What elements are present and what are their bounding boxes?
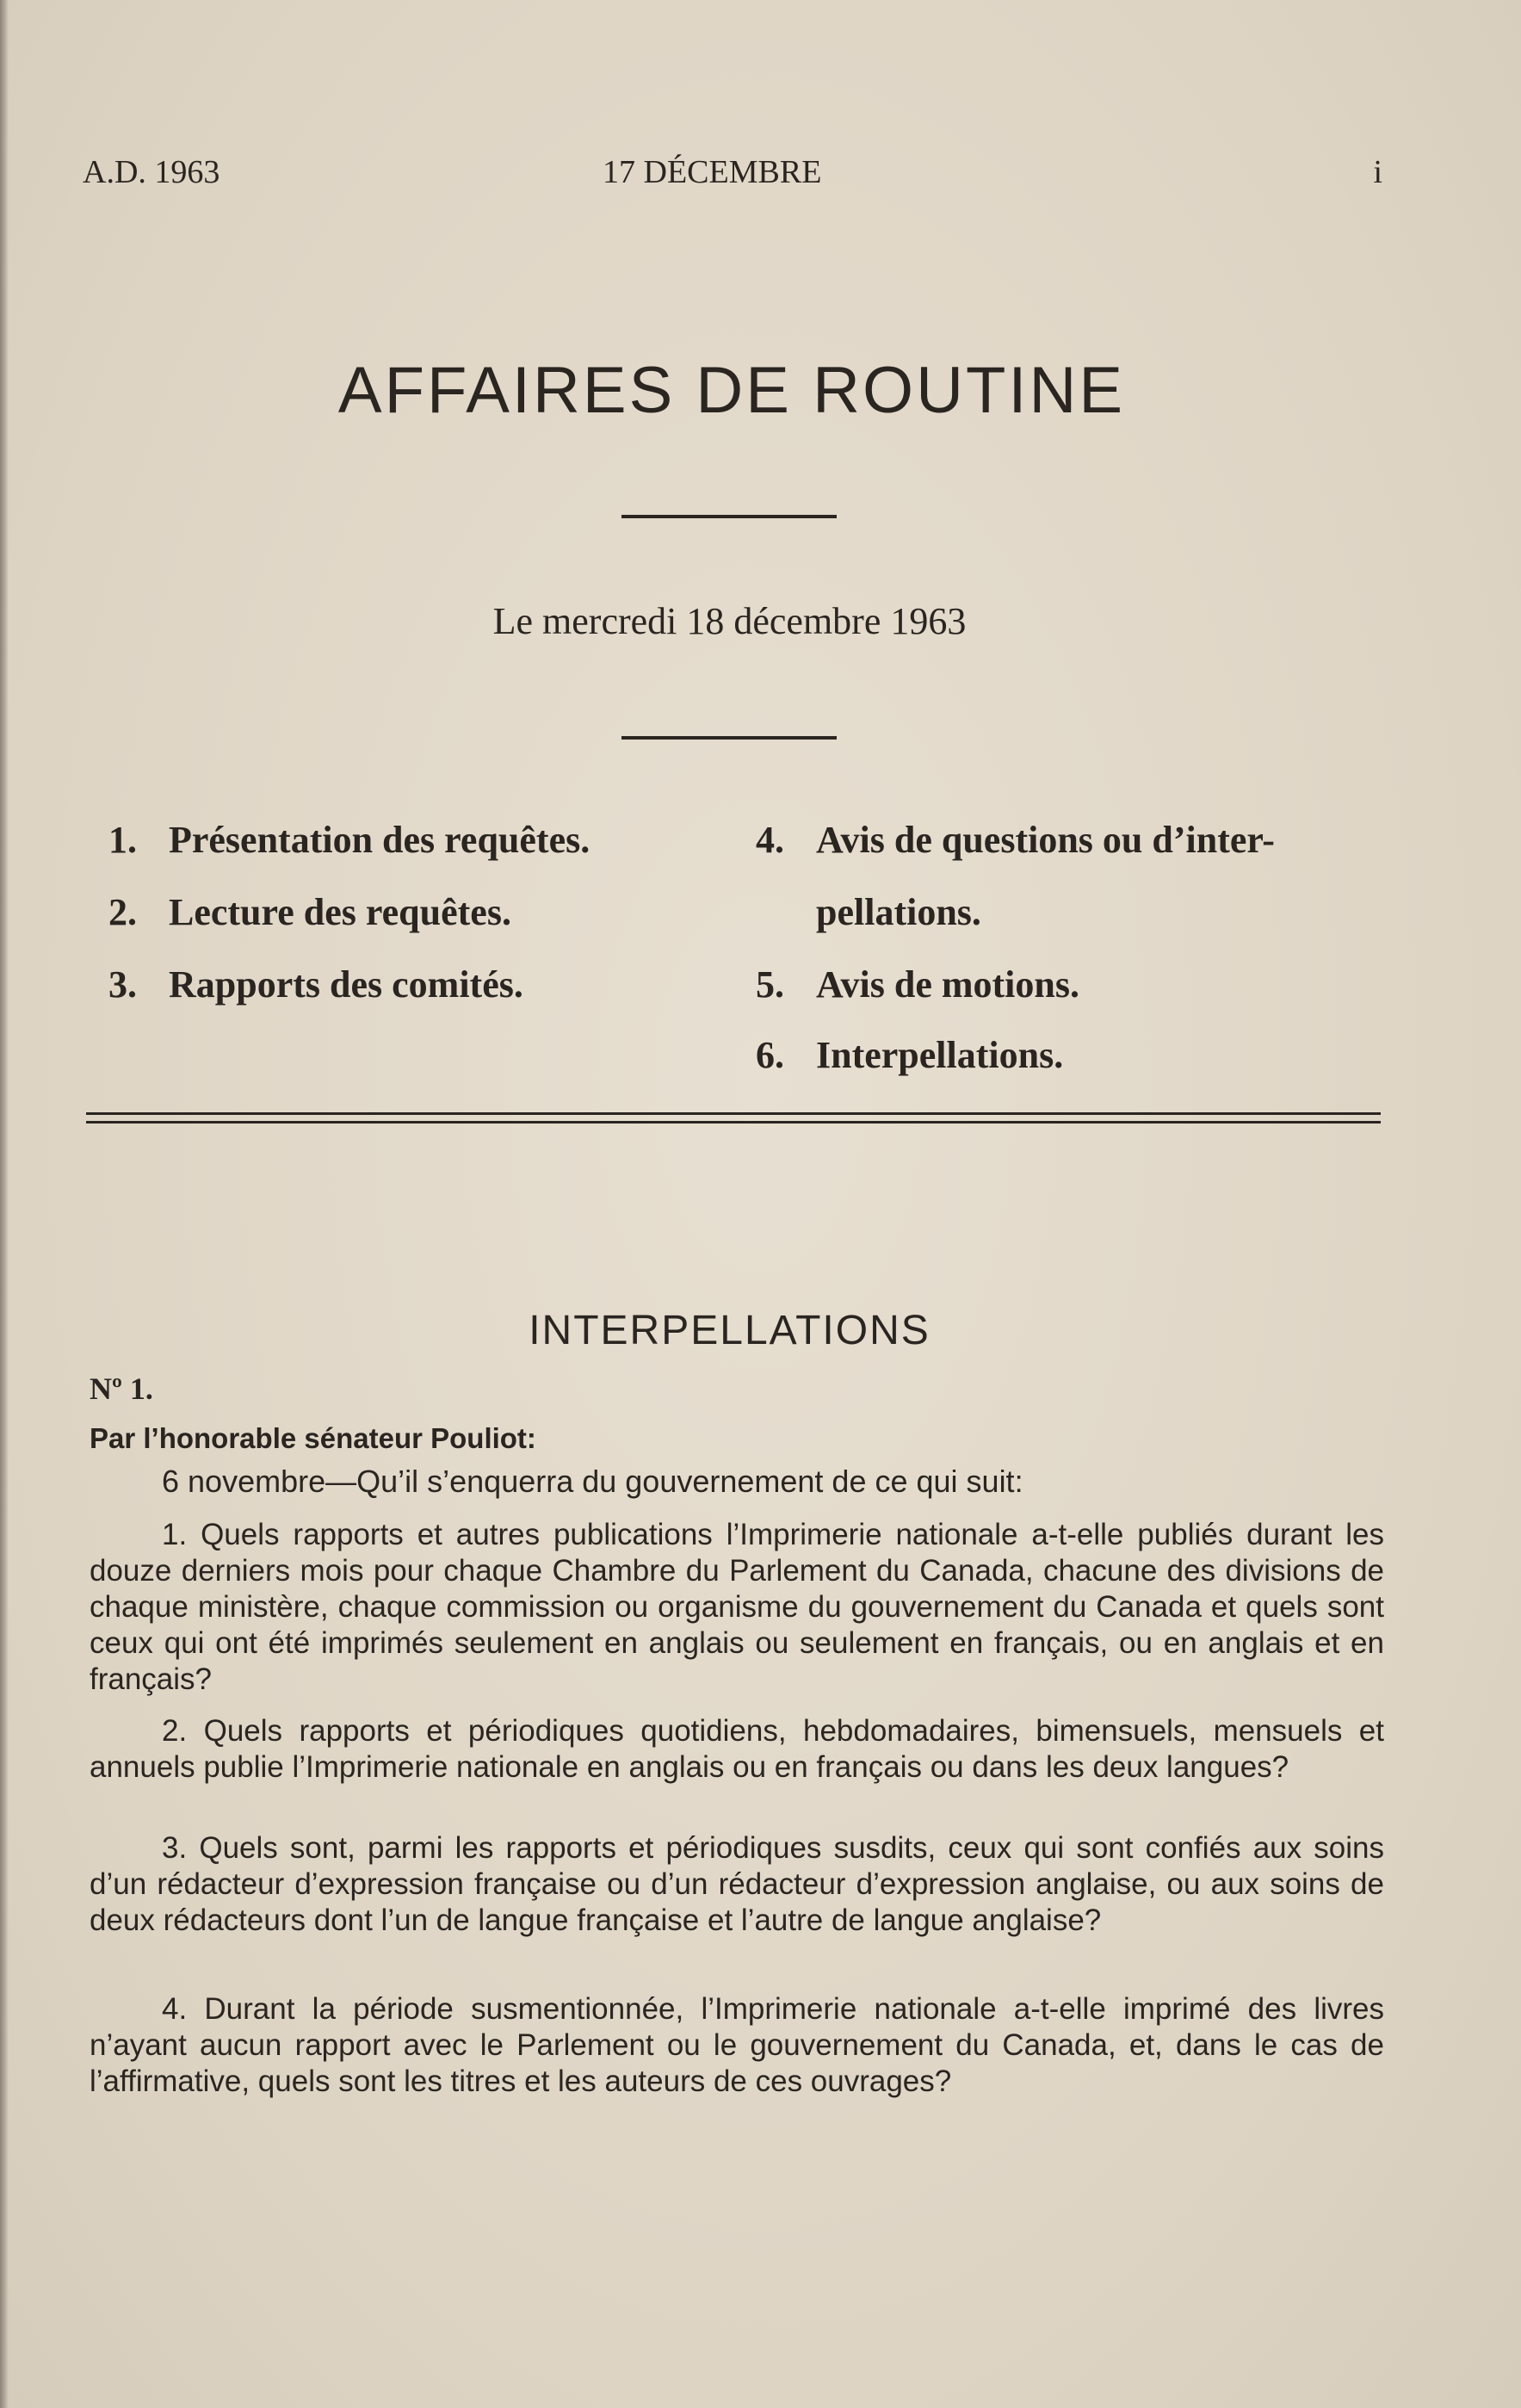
section-title: INTERPELLATIONS — [529, 1308, 931, 1353]
question-number: Nº 1. — [90, 1371, 153, 1406]
question-author: Par l’honorable sénateur Pouliot: — [90, 1422, 536, 1454]
agenda-item-label: Lecture des requêtes. — [169, 891, 511, 933]
agenda-item-number: 1. — [108, 819, 137, 861]
page-title: AFFAIRES DE ROUTINE — [337, 354, 1126, 427]
agenda-item — [108, 963, 523, 1006]
agenda-item-label: Présentation des requêtes. — [169, 819, 590, 861]
agenda-item — [108, 890, 511, 934]
question-paragraph: 4. Durant la période susmentionnée, l’Imprimerie nationale a-t-elle imprimé des livres n’ayant aucun rapport avec le Parlement ou le gouvernement du Canada, et, dans le cas de l’affirmative, quels sont les titres et les auteurs de ces ouvrages? — [90, 1992, 1384, 2098]
agenda-item-label: Rapports des comités. — [169, 963, 523, 1006]
running-header — [83, 153, 1382, 193]
title-divider — [621, 515, 837, 518]
agenda-item-number: 4. — [756, 819, 784, 861]
agenda-item-label: Avis de motions. — [816, 963, 1079, 1006]
question-paragraph: 1. Quels rapports et autres publications l’Imprimerie nationale a-t-elle publiés durant les douze derniers mois pour chaque Chambre du Parlement du Canada, chacune des divisions de chaque ministère, chaque commission ou organisme du gouvernement du Canada et quels sont ceux qui ont été imprimés seulement en anglais ou seulement en français, ou en anglais et en français? — [90, 1518, 1384, 1696]
agenda-item — [756, 818, 1275, 862]
agenda-item — [756, 963, 1079, 1006]
header-page-number: i — [1373, 154, 1382, 190]
question-paragraph: 2. Quels rapports et périodiques quotidiens, hebdomadaires, bimensuels, mensuels et annuels publie l’Imprimerie nationale en anglais ou en français ou dans les deux langues? — [90, 1714, 1384, 1784]
date-divider — [621, 736, 837, 740]
question-intro: 6 novembre—Qu’il s’enquerra du gouvernement de ce qui suit: — [162, 1464, 1023, 1499]
section-double-rule-bottom — [86, 1121, 1381, 1124]
agenda-item — [108, 818, 590, 862]
section-double-rule-top — [86, 1112, 1381, 1115]
agenda-item-number: 6. — [756, 1034, 784, 1076]
agenda-item-number: 5. — [756, 963, 784, 1006]
header-year: A.D. 1963 — [83, 154, 220, 190]
agenda-item-number: 2. — [108, 891, 137, 933]
agenda-item — [756, 1033, 1063, 1077]
agenda-item-number: 3. — [108, 963, 137, 1006]
agenda-item-label: Interpellations. — [816, 1034, 1064, 1076]
agenda-item-label: Avis de questions ou d’inter- — [816, 819, 1275, 861]
header-date: 17 DÉCEMBRE — [603, 154, 822, 190]
agenda-item-continuation: pellations. — [816, 891, 981, 933]
sitting-date: Le mercredi 18 décembre 1963 — [492, 600, 967, 642]
question-paragraph: 3. Quels sont, parmi les rapports et périodiques susdits, ceux qui sont confiés aux soins d’un rédacteur d’expression française ou d’un rédacteur d’expression anglaise, ou aux soins de deux rédacteurs dont l’un de langue française et l’autre de langue anglaise? — [90, 1831, 1384, 1937]
